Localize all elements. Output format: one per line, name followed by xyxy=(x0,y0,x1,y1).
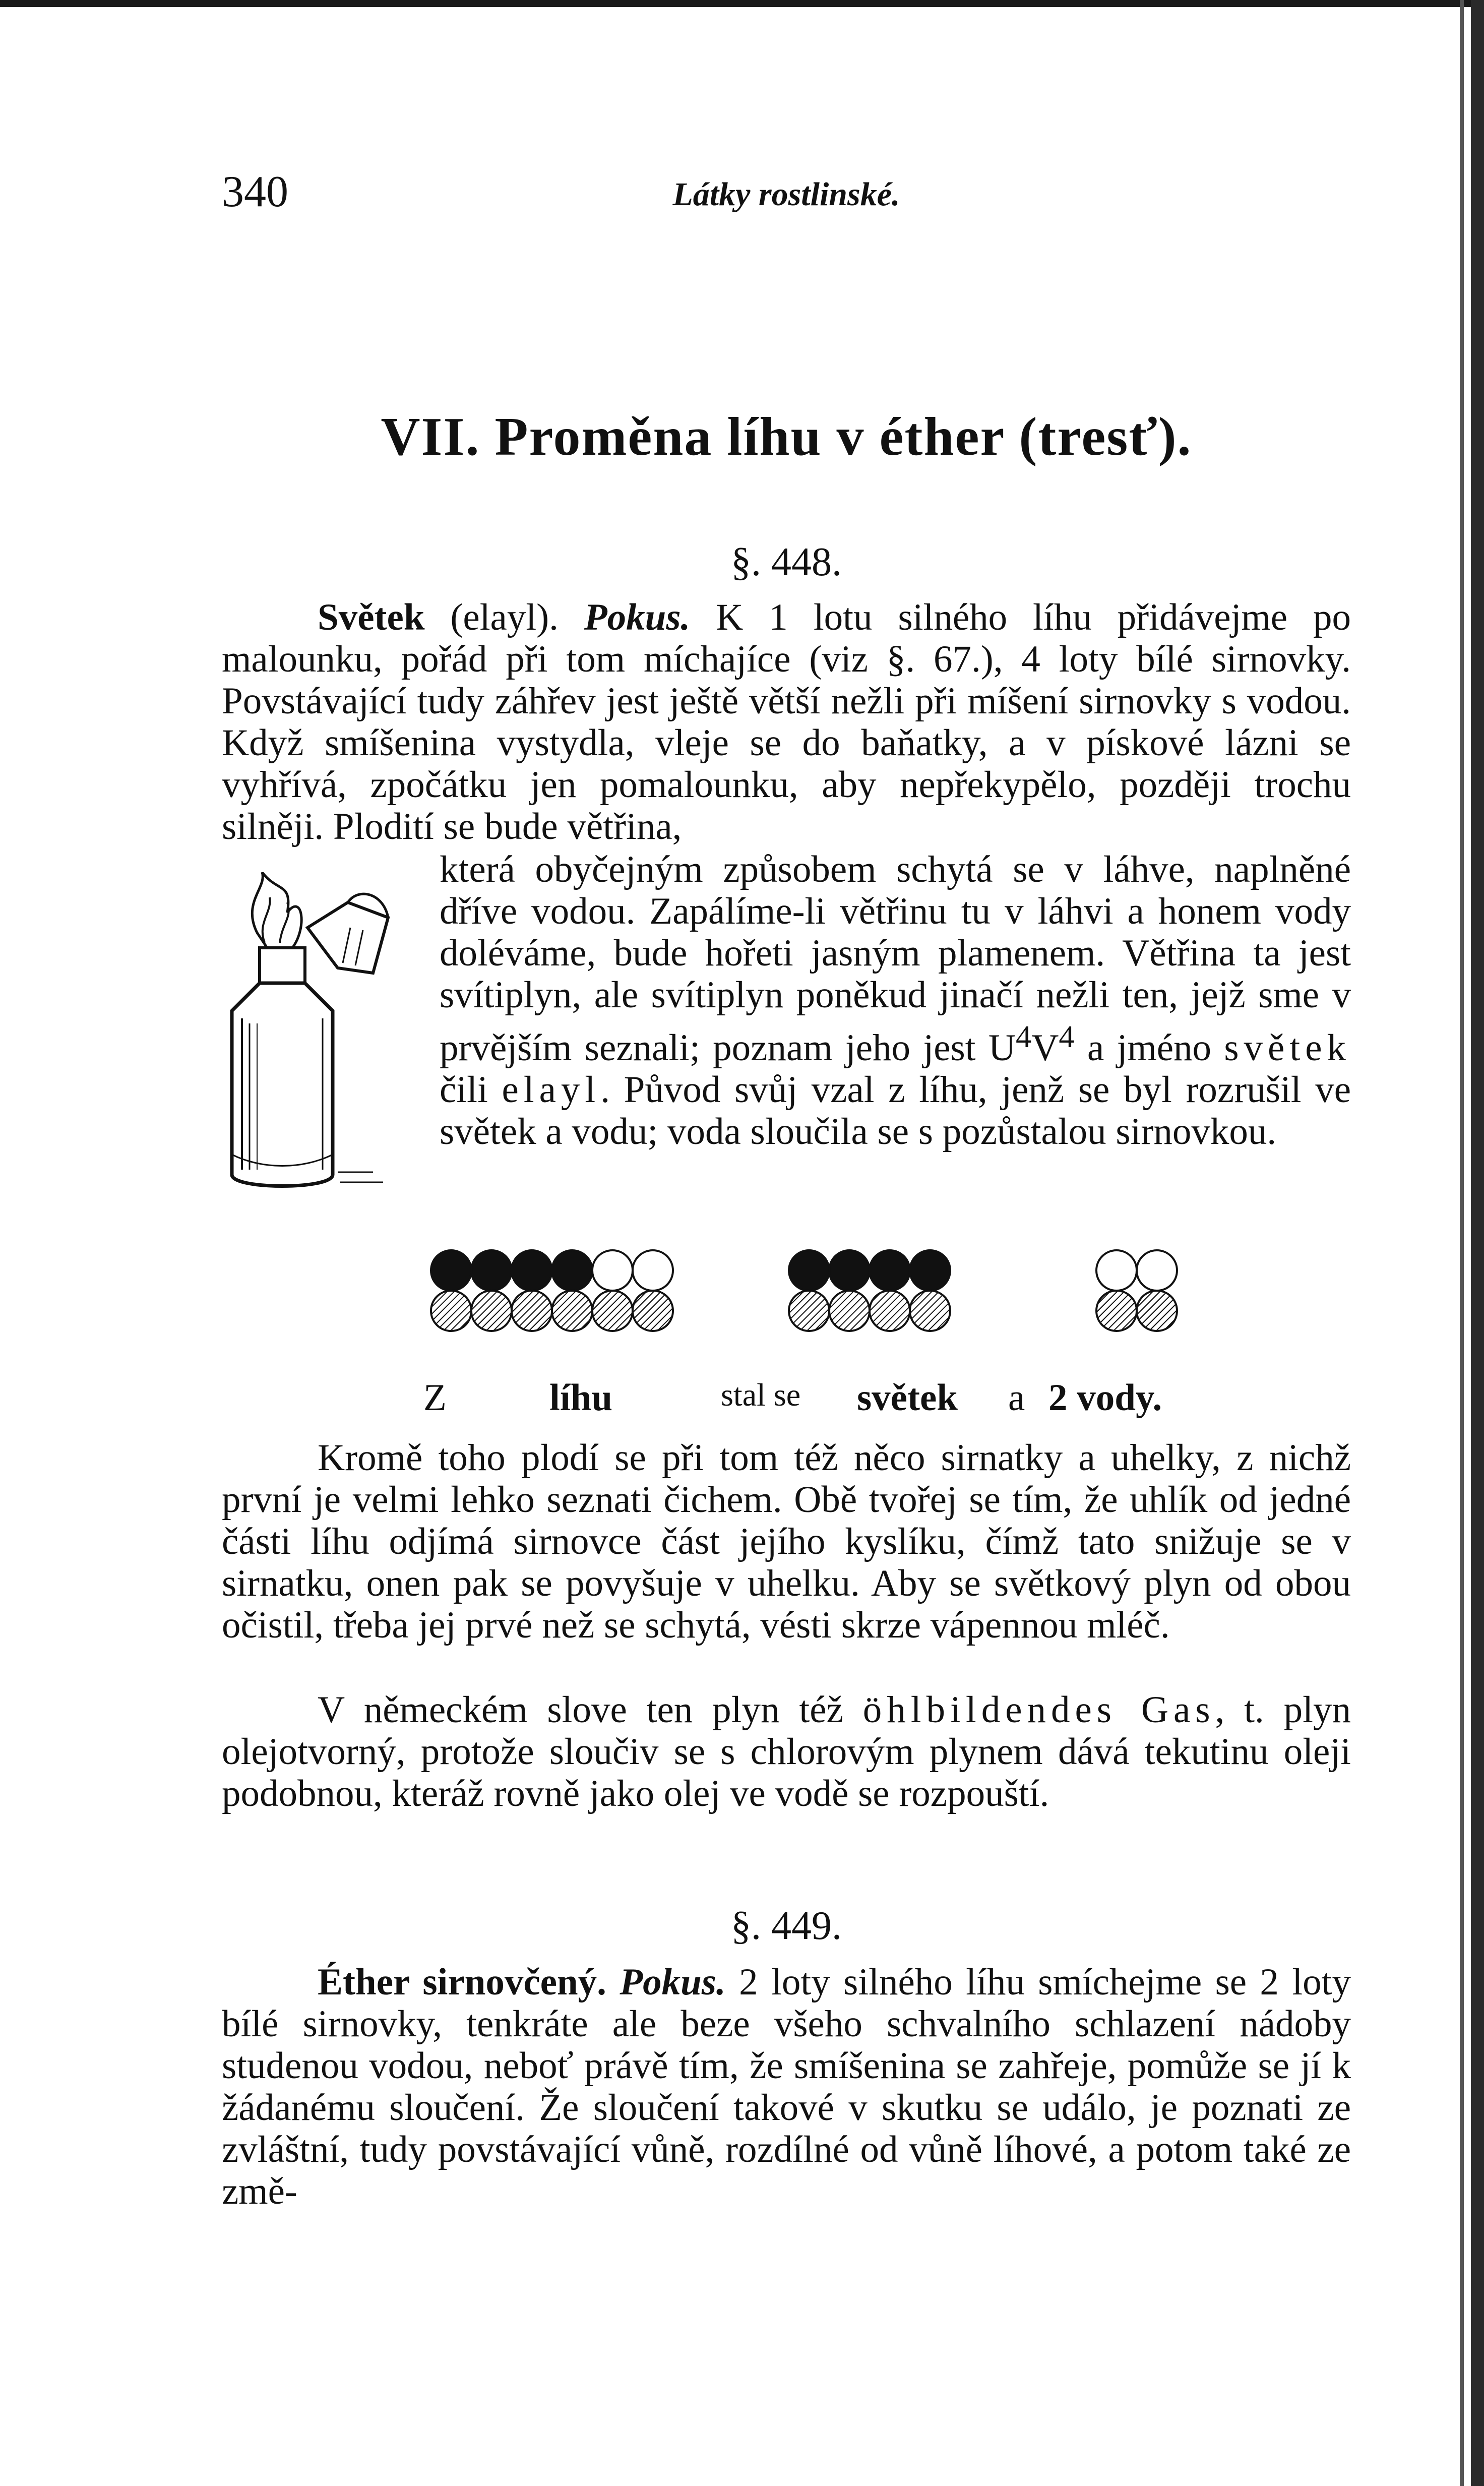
pokus-label-2: Pokus. xyxy=(620,1961,726,2003)
molecule-group-ethylene xyxy=(789,1250,950,1331)
term-paren: (elayl). xyxy=(424,596,584,638)
paragraph-4 xyxy=(222,1689,1351,1814)
paragraph-4-text-b: , t. plyn olejotvorný, protože sloučiv se s chlorovým plynem dává tekutinu oleji podobnou, kteráž rovně jako olej ve vodě se rozpouští. xyxy=(222,1689,1351,1814)
paragraph-4-text-a: V německém slove ten plyn též xyxy=(318,1689,863,1731)
page-header xyxy=(222,166,1351,227)
paragraph-5-text: 2 loty silného líhu smíchejme se 2 loty bílé sirnovky, tenkráte ale beze všeho schvalního schlazení nádoby studenou vodou, neboť právě tím, že smíšenina se zahřeje, pomůže se jí k žádanému sloučení. Že sloučení takové v skutku se událo, je poznati ze zvláštní, tudy povstávající vůně, rozdílné od vůně líhové, a potom také ze změ- xyxy=(222,1961,1351,2212)
diagram-label-stal-se: stal se xyxy=(721,1377,801,1413)
formula-sup-2: 4 xyxy=(1059,1019,1075,1054)
chapter-title: VII. Proměna líhu v éther (tresť). xyxy=(381,407,1192,467)
diagram-label-svetek: světek xyxy=(857,1377,958,1419)
molecule-group-alcohol xyxy=(431,1250,673,1331)
paragraph-5 xyxy=(222,1961,1351,2212)
paragraph-1 xyxy=(222,596,1351,847)
paragraph-2-text-d: . Původ svůj vzal z líhu, jenž se byl rozrušil ve světek a vodu; voda sloučila se s pozůstalou sirnovkou. xyxy=(440,1069,1351,1153)
diagram-label-2-vody: 2 vody. xyxy=(1048,1377,1162,1419)
paragraph-2-text-a: která obyčejným způsobem schytá se v láhve, naplněné dříve vodou. Zapálíme-li větřinu tu v láhvi a honem vody doléváme, bude hořeti jasným plamenem. Větřina ta jest svítiplyn, ale svítiplyn poněkud jinačí nežli ten, jejž sme v prvějším seznali; poznam jeho jest U xyxy=(440,848,1351,1069)
molecule-group-water xyxy=(1096,1250,1177,1331)
diagram-labels xyxy=(222,1376,1351,1422)
diagram-label-lihu: líhu xyxy=(549,1377,613,1419)
diagram-label-z: Z xyxy=(423,1377,447,1419)
spaced-svetek: světek xyxy=(1224,1027,1351,1069)
paragraph-2-text-b: a jméno xyxy=(1074,1027,1224,1069)
term-svetek: Světek xyxy=(318,596,425,638)
section-448-heading: §. 448. xyxy=(731,540,842,584)
paragraph-2 xyxy=(440,848,1351,1153)
paragraph-2-text-c: čili xyxy=(440,1069,502,1111)
molecule-diagram xyxy=(428,1245,1185,1346)
scan-edge-line xyxy=(1460,0,1464,2486)
spaced-elayl: elayl xyxy=(502,1069,601,1111)
pokus-label: Pokus. xyxy=(584,596,691,638)
page-number: 340 xyxy=(222,167,288,216)
scan-edge-right xyxy=(1471,0,1484,2486)
paragraph-1-text: K 1 lotu silného líhu přidávejme po malounku, pořád při tom míchajíce (viz §. 67.), 4 loty bílé sirnovky. Povstávající tudy záhřev jest ještě větší nežli při míšení sirnovky s vodou. Když smíšenina vystydla, vleje se do baňatky, a v pískové lázni se vyhřívá, zpočátku jen pomalounku, aby nepřekypělo, později trochu silněji. Plodití se bude větřina, xyxy=(222,596,1351,847)
diagram-label-a: a xyxy=(1008,1377,1025,1419)
section-449-heading: §. 449. xyxy=(731,1904,842,1948)
formula-v: V xyxy=(1031,1027,1059,1069)
running-head: Látky rostlinské. xyxy=(672,176,900,213)
term-ether: Éther sirnovčený. xyxy=(318,1961,606,2003)
formula-sup-1: 4 xyxy=(1015,1019,1032,1054)
bottle-flame-illustration xyxy=(222,872,434,1195)
paragraph-3: Kromě toho plodí se při tom též něco sirnatky a uhelky, z nichž první je velmi lehko seznati čichem. Obě tvořej se tím, že uhlík od jedné části líhu odjímá sirnovce část jejího kyslíku, čímž tato snižuje se v sirnatku, onen pak se povyšuje v uhelku. Aby se světkový plyn od obou očistil, třeba jej prvé než se schytá, vésti skrze vápennou mléč. xyxy=(222,1437,1351,1646)
scan-edge-top xyxy=(0,0,1484,7)
spaced-german-term: öhlbildendes Gas xyxy=(862,1689,1215,1731)
